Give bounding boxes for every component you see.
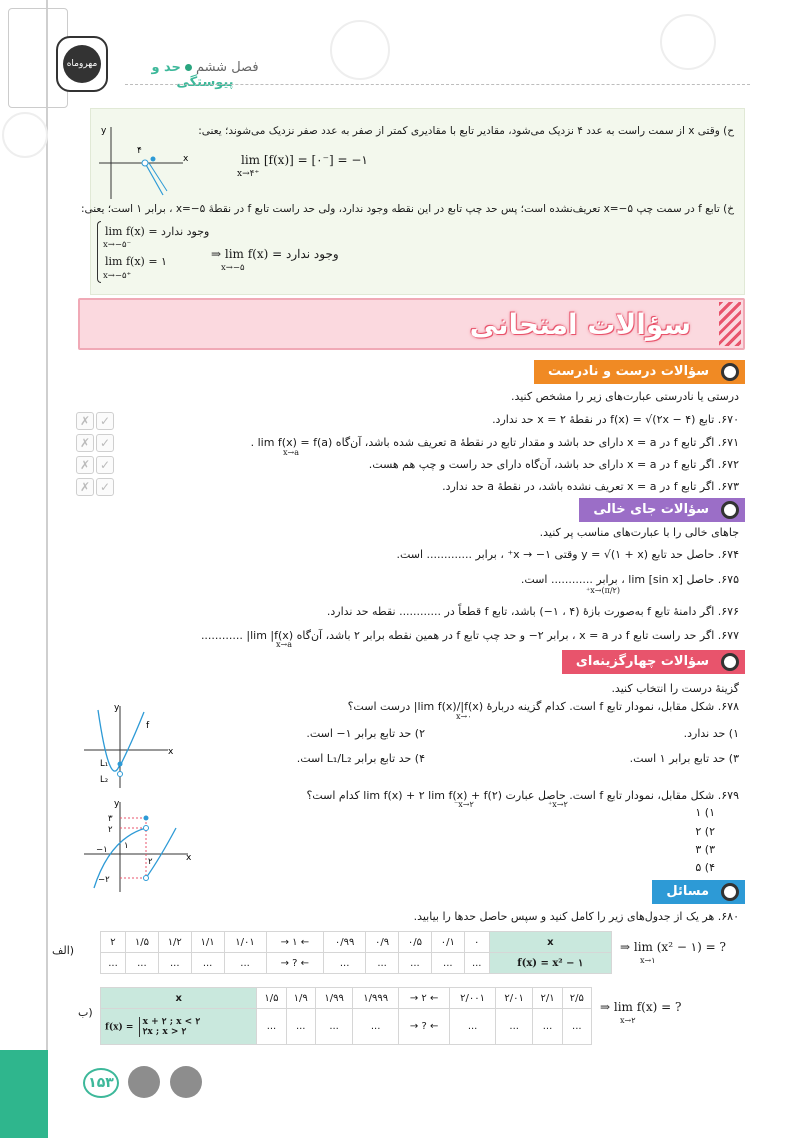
table-a-header-row bbox=[101, 932, 612, 953]
table-b-func-cell bbox=[101, 1009, 257, 1045]
graph-678-label: f bbox=[146, 721, 150, 731]
table-a-head-cell: ۰/۱ bbox=[431, 932, 464, 953]
question-675: ۶۷۵. حاصل lim [sin x] ، برابر ............ است. bbox=[520, 573, 739, 586]
cross-icon[interactable]: ✗ bbox=[76, 478, 94, 496]
table-a-value-cell[interactable]: ... bbox=[101, 953, 126, 974]
table-b-head-cell: ۲/۰۰۱ bbox=[450, 988, 496, 1009]
q678-option-1[interactable]: ۱) حد ندارد. bbox=[683, 727, 739, 740]
topic-label: حد و پیوستگی bbox=[151, 60, 234, 90]
section2-intro: جاهای خالی را با عبارت‌های مناسب پر کنید. bbox=[539, 526, 739, 539]
question-672: ۶۷۲. اگر تابع f در x = a دارای حد باشد، آن‌گاه دارای حد راست و چپ هم هست. bbox=[368, 458, 739, 471]
table-b-head-cell: x bbox=[101, 988, 257, 1009]
graph-678 bbox=[80, 702, 180, 790]
q679-option-4[interactable]: ۴) ۵ bbox=[695, 861, 715, 874]
chapter-label: فصل ششم bbox=[195, 60, 259, 75]
table-b-limit: ⇒ lim f(x) = ? bbox=[600, 1000, 682, 1014]
table-b-value-cell[interactable]: ... bbox=[353, 1009, 399, 1045]
table-b-head-cell: ۲/۱ bbox=[533, 988, 562, 1009]
question-671: ۶۷۱. اگر تابع f در x = a دارای حد باشد و مقدار تابع در نقطهٔ a تعریف شده باشد، آن‌گاه lim f(x) = f(a) . bbox=[250, 436, 739, 449]
graph-679-label: ۳ bbox=[108, 814, 113, 824]
q678-option-2[interactable]: ۲) حد تابع برابر ۱− است. bbox=[306, 727, 425, 740]
table-b-head-cell: ۱/۹۹ bbox=[315, 988, 352, 1009]
answer-boxes-672 bbox=[76, 456, 116, 474]
table-b-value-cell[interactable]: ... bbox=[495, 1009, 532, 1045]
table-b-value-cell[interactable]: ... bbox=[450, 1009, 496, 1045]
table-a-value-cell: f(x) = x² − ۱ bbox=[489, 953, 611, 974]
question-679-sub1: x→۲⁺ bbox=[548, 800, 568, 809]
table-a-value-cell[interactable]: ... bbox=[464, 953, 489, 974]
table-b-value-cell[interactable]: ... bbox=[562, 1009, 591, 1045]
question-677-sub: x→a bbox=[276, 640, 292, 649]
table-b-head-cell: ۱/۵ bbox=[257, 988, 286, 1009]
note-graph-x-label: x bbox=[183, 154, 189, 164]
answer-boxes-671 bbox=[76, 434, 116, 452]
table-a-label: (الف bbox=[52, 944, 75, 957]
clock-icon bbox=[721, 501, 739, 519]
cross-icon[interactable]: ✗ bbox=[76, 412, 94, 430]
question-674: ۶۷۴. حاصل حد تابع y = √(۱ + x) وقتی x → −۱⁺ ، برابر ............. است. bbox=[396, 548, 739, 561]
table-b-value-cell[interactable]: ... bbox=[533, 1009, 562, 1045]
question-679-sub2: x→۲⁻ bbox=[454, 800, 474, 809]
decorative-circle bbox=[660, 14, 716, 70]
section-true-false-header bbox=[534, 360, 745, 384]
header-dot bbox=[185, 64, 192, 71]
note-result-sub: x→−۵ bbox=[221, 263, 245, 273]
table-a-head-cell: ۰/۵ bbox=[399, 932, 432, 953]
question-677: ۶۷۷. اگر حد راست تابع f در x = a ، برابر ۲− و حد چپ تابع f در همین نقطه برابر ۲ باشد، آن‌گاه lim |f(x)| ............ bbox=[200, 629, 739, 642]
table-b-value-row bbox=[101, 1009, 592, 1045]
table-a-limit: ⇒ lim (x² − ۱) = ? bbox=[620, 940, 726, 954]
graph-678-label: L₂ bbox=[100, 775, 109, 785]
table-a-head-cell: x bbox=[489, 932, 611, 953]
table-a-head-cell: ۲ bbox=[101, 932, 126, 953]
system-brace bbox=[97, 221, 101, 283]
footer-dot bbox=[170, 1066, 202, 1098]
footer-dot bbox=[128, 1066, 160, 1098]
table-a-value-cell[interactable]: ... bbox=[125, 953, 158, 974]
table-a-value-row bbox=[101, 953, 612, 974]
table-b-value-cell[interactable]: ... bbox=[315, 1009, 352, 1045]
table-a-head-cell: → ۱ ← bbox=[266, 932, 324, 953]
section3-intro: گزینهٔ درست را انتخاب کنید. bbox=[611, 682, 739, 695]
section-title: سؤالات چهارگزینه‌ای bbox=[575, 654, 709, 669]
table-a-value-cell[interactable]: ... bbox=[224, 953, 266, 974]
table-a-value-cell[interactable]: → ? ← bbox=[266, 953, 324, 974]
graph-679-label: ۲ bbox=[108, 825, 113, 835]
section1-intro: درستی یا نادرستی عبارت‌های زیر را مشخص کنید. bbox=[510, 390, 739, 403]
section-fill-blank-header bbox=[579, 498, 745, 522]
table-a-head-cell: ۱/۲ bbox=[158, 932, 191, 953]
page-number: ۱۵۳ bbox=[83, 1068, 119, 1098]
table-a-value-cell[interactable]: ... bbox=[366, 953, 399, 974]
note-graph-4-label: ۴ bbox=[137, 146, 142, 156]
note-system-line-2: lim f(x) = ۱ bbox=[105, 255, 167, 268]
table-a-head-cell: ۰/۹۹ bbox=[324, 932, 366, 953]
check-icon[interactable]: ✓ bbox=[96, 456, 114, 474]
graph-678-label: x bbox=[168, 747, 174, 757]
graph-679-label: y bbox=[114, 799, 120, 809]
note-graph-y-label: y bbox=[101, 126, 107, 136]
publisher-logo bbox=[56, 36, 108, 92]
banner-stripes bbox=[719, 302, 741, 346]
table-b-head-cell: ۱/۹۹۹ bbox=[353, 988, 399, 1009]
q679-option-2[interactable]: ۲) ۲ bbox=[695, 825, 715, 838]
graph-679-label: −۲ bbox=[98, 875, 110, 885]
note-item-kh: خ) تابع f در سمت چپ x=−۵ تعریف‌نشده است؛ پس حد چپ تابع در این نقطه وجود ندارد، ولی حد راست تابع f در نقطهٔ x=−۵ ، برابر ۱ است؛ یعنی: bbox=[80, 203, 734, 215]
question-670: ۶۷۰. تابع f(x) = √(۲x − ۴) در نقطهٔ x = ۲ حد ندارد. bbox=[492, 413, 739, 426]
table-a-head-cell: ۰ bbox=[464, 932, 489, 953]
table-a-head-cell: ۱/۰۱ bbox=[224, 932, 266, 953]
table-b-value-cell[interactable]: ... bbox=[257, 1009, 286, 1045]
table-a-head-cell: ۱/۱ bbox=[191, 932, 224, 953]
question-671-sub: x→a bbox=[283, 448, 299, 457]
section-problems-header bbox=[652, 880, 745, 904]
note-result: ⇒ lim f(x) = وجود ندارد bbox=[211, 247, 339, 261]
clock-icon bbox=[721, 653, 739, 671]
question-680: ۶۸۰. هر یک از جدول‌های زیر را کامل کنید و سپس حاصل حدها را بیابید. bbox=[413, 910, 739, 923]
note-system-line-1: lim f(x) = وجود ندارد bbox=[105, 225, 210, 238]
section-multiple-choice-header bbox=[562, 650, 745, 674]
graph-679-label: ۲ bbox=[148, 857, 153, 867]
question-673: ۶۷۳. اگر تابع f در x = a تعریف نشده باشد، در نقطهٔ a حد ندارد. bbox=[442, 480, 739, 493]
note-limit-h: lim [f(x)] = [۰⁻] = −۱ bbox=[241, 153, 368, 167]
check-icon[interactable]: ✓ bbox=[96, 434, 114, 452]
graph-678-label: y bbox=[114, 703, 120, 713]
table-a-value-cell[interactable]: ... bbox=[191, 953, 224, 974]
banner-title: سؤالات امتحانی bbox=[469, 308, 691, 341]
table-b-limit-sub: x→۲ bbox=[620, 1016, 636, 1025]
question-676: ۶۷۶. اگر دامنهٔ تابع f به‌صورت بازهٔ (۴ ، ۱−) باشد، تابع f قطعاً در ............ نقطه حد ندارد. bbox=[326, 605, 739, 618]
decorative-circle bbox=[330, 20, 390, 80]
chapter-header bbox=[130, 60, 280, 90]
table-a-limit-sub: x→۱ bbox=[640, 956, 656, 965]
section-title: سؤالات درست و نادرست bbox=[548, 364, 709, 379]
clock-icon bbox=[721, 883, 739, 901]
question-678: ۶۷۸. شکل مقابل، نمودار تابع f است. کدام گزینه دربارهٔ lim f(x)/|f(x)| درست است؟ bbox=[347, 700, 739, 713]
section-title: سؤالات جای خالی bbox=[593, 502, 709, 517]
note-system-line-2-sub: x→−۵⁺ bbox=[103, 271, 132, 281]
question-679: ۶۷۹. شکل مقابل، نمودار تابع f است. حاصل عبارت lim f(x) + ۲ lim f(x) + f(۲) کدام است؟ bbox=[306, 789, 739, 802]
q678-option-4[interactable]: ۴) حد تابع برابر L₁/L₂ است. bbox=[296, 752, 425, 765]
note-box bbox=[80, 108, 745, 295]
table-b-head-cell: ۱/۹ bbox=[286, 988, 315, 1009]
decorative-circle bbox=[2, 112, 48, 158]
question-678-sub: x→۰ bbox=[456, 712, 472, 721]
table-a-value-cell[interactable]: ... bbox=[324, 953, 366, 974]
table-b-func-top: x + ۲ ; x < ۲ bbox=[142, 1016, 201, 1027]
question-675-sub: x→(π/۲)⁺ bbox=[586, 586, 620, 595]
table-b-head-cell: ۲/۵ bbox=[562, 988, 591, 1009]
table-a-head-cell: ۰/۹ bbox=[366, 932, 399, 953]
table-b-value-cell[interactable]: ... bbox=[286, 1009, 315, 1045]
note-item-h: ح) وقتی x از سمت راست به عدد ۴ نزدیک می‌شود، مقادیر تابع با مقادیری کمتر از صفر به عدد صفر نزدیک می‌شوند؛ یعنی: bbox=[198, 125, 734, 137]
clock-icon bbox=[721, 363, 739, 381]
cross-icon[interactable]: ✗ bbox=[76, 434, 94, 452]
section-title: مسائل bbox=[666, 884, 709, 899]
graph-679-label: ۱ bbox=[124, 841, 129, 851]
table-b-func-name: f(x) = bbox=[105, 1022, 134, 1032]
margin-line bbox=[46, 0, 48, 1050]
check-icon[interactable]: ✓ bbox=[96, 412, 114, 430]
logo-mark: مهروماه bbox=[63, 45, 101, 83]
table-a bbox=[100, 931, 612, 974]
note-graph-h bbox=[97, 123, 193, 201]
q678-option-3[interactable]: ۳) حد تابع برابر ۱ است. bbox=[629, 752, 739, 765]
header-rule bbox=[125, 84, 750, 85]
table-b-value-cell[interactable]: → ? ← bbox=[399, 1009, 450, 1045]
table-b bbox=[100, 987, 592, 1045]
green-side-tab bbox=[0, 1050, 48, 1138]
note-system-line-1-sub: x→−۵⁻ bbox=[103, 240, 132, 250]
table-a-value-cell[interactable]: ... bbox=[158, 953, 191, 974]
graph-679-label: x bbox=[186, 853, 192, 863]
q679-option-1[interactable]: ۱) ۱ bbox=[695, 806, 715, 819]
table-a-head-cell: ۱/۵ bbox=[125, 932, 158, 953]
answer-boxes-670 bbox=[76, 412, 116, 430]
exam-questions-banner bbox=[78, 298, 745, 350]
check-icon[interactable]: ✓ bbox=[96, 478, 114, 496]
note-limit-h-sub: x→۴⁺ bbox=[237, 169, 260, 179]
table-b-head-cell: ۲/۰۱ bbox=[495, 988, 532, 1009]
table-b-func-bot: ۲x ; x > ۲ bbox=[142, 1026, 187, 1037]
table-a-value-cell[interactable]: ... bbox=[399, 953, 432, 974]
answer-boxes-673 bbox=[76, 478, 116, 496]
graph-678-label: L₁ bbox=[100, 759, 109, 769]
table-b-header-row bbox=[101, 988, 592, 1009]
cross-icon[interactable]: ✗ bbox=[76, 456, 94, 474]
q679-option-3[interactable]: ۳) ۳ bbox=[695, 843, 715, 856]
table-b-label: (ب bbox=[78, 1006, 93, 1019]
table-b-head-cell: → ۲ ← bbox=[399, 988, 450, 1009]
graph-679-label: −۱ bbox=[96, 845, 108, 855]
table-a-value-cell[interactable]: ... bbox=[431, 953, 464, 974]
graph-679 bbox=[80, 798, 196, 894]
